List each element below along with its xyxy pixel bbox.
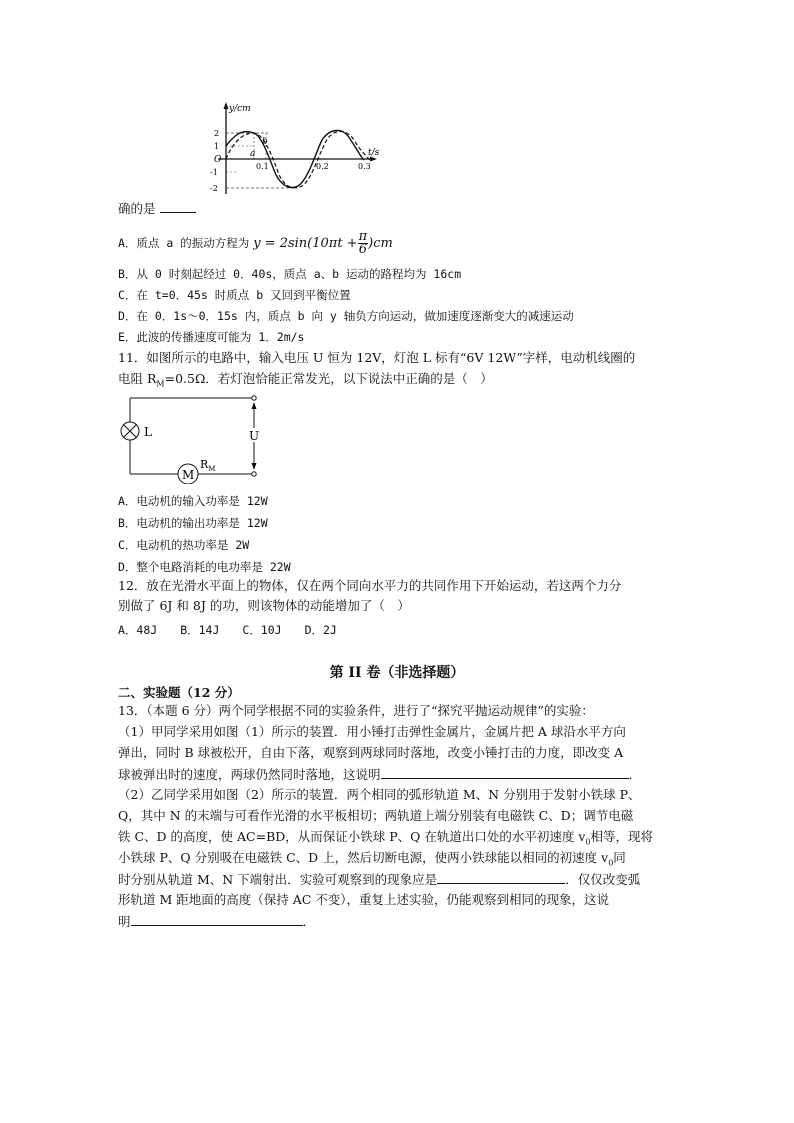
q11-option-b: B．电动机的输出功率是 12W (118, 516, 268, 530)
q13-line-7: 铁 C、D 的高度，使 AC=BD，从而保证小铁球 P、Q 在轨道出口处的水平初速度 $v_0$相等，现将 (118, 829, 654, 847)
q11-option-c: C．电动机的热功率是 2W (118, 538, 250, 552)
y-tick-1: 1 (214, 142, 220, 151)
q11-stem-2: 电阻 $R_M=0.5\Omega$．若灯泡恰能正常发光，以下说法中正确的是（ ） (118, 371, 493, 389)
q13-line-11: 明 ． (118, 914, 316, 929)
q13-line-6: Q，其中 N 的末端与可看作光滑的水平板相切；两轨道上端分别装有电磁铁 C、D；调节电磁 (118, 808, 634, 823)
y-axis-label: y/cm (229, 104, 251, 114)
x-tick-03: 0.3 (358, 162, 371, 171)
section-heading: 二、实验题（12 分） (118, 685, 240, 700)
circuit-diagram (116, 392, 266, 484)
q11-option-d: D．整个电路消耗的电功率是 22W (118, 560, 291, 574)
voltage-label: U (249, 429, 260, 443)
q13-blank-3[interactable] (131, 913, 303, 926)
q12-options: A．48J B．14J C．10J D．2J (118, 623, 337, 637)
section-title: 第 II 卷（非选择题） (329, 665, 465, 681)
lamp-label: L (144, 425, 152, 439)
y-tick-neg1: -1 (210, 168, 218, 177)
motor-label: M (182, 468, 195, 482)
q11-stem-1: 11．如图所示的电路中，输入电压 U 恒为 12V，灯泡 L 标有“6V 12W”字样，电动机线圈的 (118, 350, 636, 365)
q13-line-10: 形轨道 M 距地面的高度（保持 AC 不变），重复上述实验，仍能观察到相同的现象，这说 (118, 892, 610, 907)
q12-stem-1: 12．放在光滑水平面上的物体，仅在两个同向水平力的共同作用下开始运动，若这两个力分 (118, 578, 622, 593)
origin-label: O (214, 155, 222, 165)
q10-stem-end: 确的是 (118, 200, 196, 217)
curve-b-label: b (262, 137, 268, 147)
q12-stem-2: 别做了 6J 和 8J 的功，则该物体的动能增加了（ ） (118, 598, 410, 613)
q13-line-1: 13．（本题 6 分）两个同学根据不同的实验条件，进行了“探究平抛运动规律”的实验： (118, 703, 594, 718)
q10-answer-blank[interactable] (160, 200, 196, 213)
q13-line-8: 小铁球 P、Q 分别吸在电磁铁 C、D 上，然后切断电源，使两小铁球能以相同的初速度 $v_0$同 (118, 850, 626, 868)
q13-line-4: 球被弹出时的速度，两球仍然同时落地，这说明 ． (118, 767, 642, 782)
y-tick-neg2: -2 (210, 184, 218, 193)
y-tick-2: 2 (214, 129, 220, 138)
q10-option-b: B．从 0 时刻起经过 0．40s，质点 a、b 运动的路程均为 16cm (118, 267, 462, 281)
q13-line-9: 时分别从轨道 M、N 下端射出．实验可观察到的现象应是 ．仅仅改变弧 (118, 872, 641, 887)
q13-line-2: （1）甲同学采用如图（1）所示的装置．用小锤打击弹性金属片，金属片把 A 球沿水平方向 (118, 724, 626, 739)
resistor-label: $R_M$ (200, 458, 216, 473)
q10-option-e: E．此波的传播速度可能为 1．2m/s (118, 330, 305, 344)
q10-option-a: A．质点 a 的振动方程为 y = 2sin(10πt + $\frac{\pi}{6}$ )cm (118, 229, 393, 257)
curve-a-label: a (250, 149, 256, 159)
q10-option-c: C．在 t=0．45s 时质点 b 又回到平衡位置 (118, 288, 351, 302)
q13-line-5: （2）乙同学采用如图（2）所示的装置．两个相同的弧形轨道 M、N 分别用于发射小铁球 P、 (118, 787, 641, 802)
q11-option-a: A．电动机的输入功率是 12W (118, 494, 268, 508)
wave-graph (208, 100, 380, 195)
q13-line-3: 弹出，同时 B 球被松开，自由下落，观察到两球同时落地，改变小锤打击的力度，即改变 A (118, 745, 624, 760)
q13-blank-1[interactable] (381, 766, 629, 779)
x-tick-01: 0.1 (256, 162, 269, 171)
q10-option-d: D．在 0．1s～0．15s 内，质点 b 向 y 轴负方向运动，做加速度逐渐变大的减速运动 (118, 309, 574, 323)
x-axis-label: t/s (368, 148, 380, 158)
q13-blank-2[interactable] (437, 871, 565, 884)
x-tick-02: 0.2 (316, 162, 329, 171)
